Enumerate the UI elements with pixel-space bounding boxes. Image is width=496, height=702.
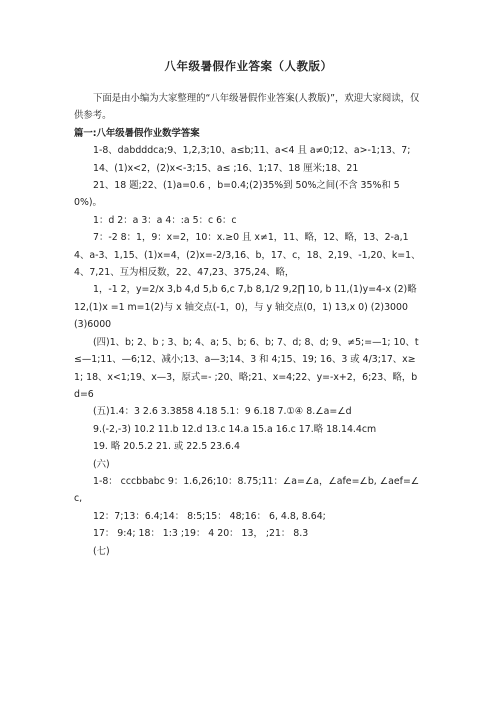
answer-paragraph: 1：d 2：a 3：a 4：:a 5：c 6：c — [93, 214, 237, 226]
answer-paragraph: 12：7;13：6.4;14： 8:5;15： 48;16： 6, 4.8, 8.64; — [93, 510, 326, 522]
answer-paragraph: 1-8、dabdddca;9、1,2,3;10、a≤b;11、a<4 且 a≠0;12、a>-1;13、7; — [93, 145, 411, 157]
section-heading: 篇一:八年级暑假作业数学答案 — [74, 127, 200, 139]
document-page — [74, 58, 423, 560]
answer-paragraph: 1，-1 2，y=2/x 3,b 4,d 5,b 6,c 7,b 8,1/2 9,2∏ 10, b 11,(1)y=4-x (2)略 12,(1)x =1 m=1(2)与 x 轴交点(-1，0)，与 y 轴交点(0，1) 13,x 0) (2)3000 (3)6000 — [74, 284, 417, 331]
answer-paragraph: 9.(-2,-3) 10.2 11.b 12.d 13.c 14.a 15.a 16.c 17.略 18.14.4cm — [93, 423, 377, 435]
intro-paragraph: 下面是由小编为大家整理的“八年级暑假作业答案(人教版)”，欢迎大家阅读，仅供参考。 — [74, 93, 420, 122]
answer-paragraph: (四)1、b; 2、b ; 3、b; 4、a; 5、b; 6、b; 7、d; 8、d; 9、≠5;=—1; 10、t≤—1;11、—6;12、减小;13、a—3;14、3 和 4;15、19; 16、3 或 4/3;17、x≥1; 18、x<1;19、x—3，原式=- ;20、略;21、x=4;22、y=-x+2，6;23、略，bd=6 — [74, 336, 419, 400]
answer-paragraph: 14、(1)x<2，(2)x<-3;15、a≤ ;16、1;17、18 厘米;18、21 — [93, 162, 359, 174]
answer-paragraph: 7：-2 8：1，9：x=2，10：x.≥0 且 x≠1，11、略，12、略，13、2-a,14、a-3、1,15、(1)x=4，(2)x=-2/3,16、b，17、c，18、2,19、-1,20、k=1、4、7,21、互为相反数，22、47,23、375,24、略， — [74, 232, 421, 279]
answer-paragraph: 21、18 题;22、(1)a=0.6 ，b=0.4;(2)35%到 50%之间(不含 35%和 50%)。 — [74, 180, 400, 209]
answer-paragraph: 17： 9:4; 18： 1:3 ;19： 4 20： 13， ;21： 8.3 — [93, 528, 309, 540]
answer-paragraph: 1-8： cccbbabc 9：1.6,26;10：8.75;11：∠a=∠a，∠afe=∠b, ∠aef=∠c, — [74, 475, 420, 505]
document-title: 八年级暑假作业答案（人教版） — [164, 59, 333, 73]
section-label: (七) — [93, 545, 110, 557]
answer-paragraph: (五)1.4：3 2.6 3.3858 4.18 5.1：9 6.18 7.①④ 8.∠a=∠d — [93, 406, 352, 418]
answer-paragraph: 19. 略 20.5.2 21. 或 22.5 23.6.4 — [93, 441, 240, 453]
section-label: (六) — [93, 458, 110, 470]
